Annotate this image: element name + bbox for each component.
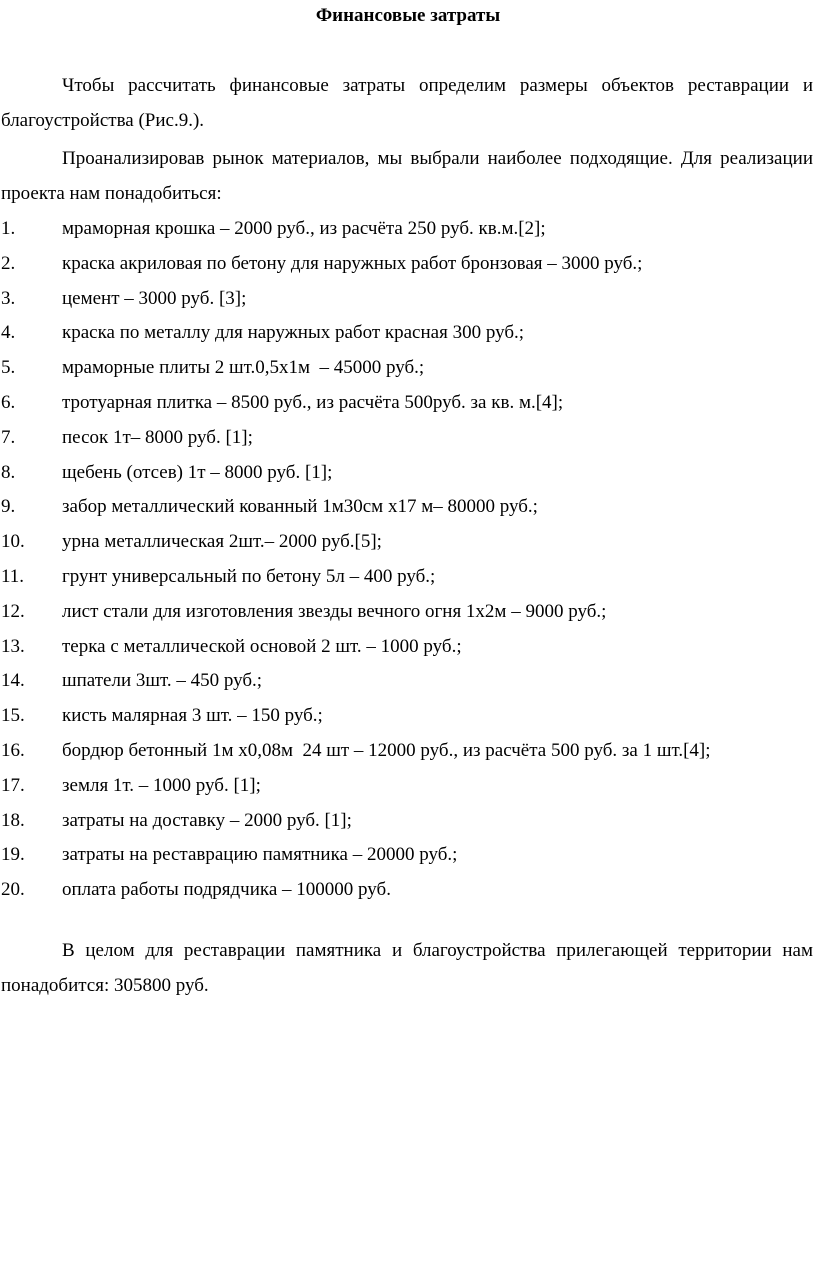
list-item-text: урна металлическая 2шт.– 2000 руб.[5]; [62, 531, 382, 553]
list-item [1, 385, 813, 420]
list-item-number: 1. [1, 218, 16, 239]
list-item-text: мраморная крошка – 2000 руб., из расчёта 250 руб. кв.м.[2]; [62, 218, 546, 239]
page-title: Финансовые затраты [315, 5, 501, 26]
list-item [1, 594, 813, 629]
list-item-text: шпатели 3шт. – 450 руб.; [62, 670, 263, 692]
list-item-text: грунт универсальный по бетону 5л – 400 руб.; [62, 565, 436, 587]
list-item-number: 15. [1, 705, 25, 727]
list-item-text: цемент – 3000 руб. [3]; [62, 287, 247, 309]
list-item [1, 246, 813, 281]
list-item-number: 16. [1, 739, 25, 761]
list-item [1, 350, 813, 385]
list-item [1, 872, 813, 907]
list-item-text: затраты на реставрацию памятника – 20000 руб.; [62, 844, 458, 866]
list-item [1, 733, 813, 768]
list-item [1, 281, 813, 316]
list-item-number: 13. [1, 635, 25, 657]
list-item [1, 663, 813, 698]
list-item-text: земля 1т. – 1000 руб. [1]; [62, 774, 261, 796]
list-item-text: терка с металлической основой 2 шт. – 1000 руб.; [62, 635, 462, 657]
list-item-number: 3. [1, 287, 16, 309]
list-item [1, 698, 813, 733]
list-item-text: кисть малярная 3 шт. – 150 руб.; [62, 705, 323, 727]
list-item-number: 10. [1, 531, 25, 553]
list-item-text: бордюр бетонный 1м х0,08м 24 шт – 12000 руб., из расчёта 500 руб. за 1 шт.[4]; [62, 739, 711, 761]
list-item-number: 5. [1, 357, 16, 379]
list-item [1, 524, 813, 559]
list-item-text: тротуарная плитка – 8500 руб., из расчёта 500руб. за кв. м.[4]; [62, 391, 564, 413]
list-item-number: 12. [1, 600, 25, 622]
materials-list [1, 211, 813, 907]
list-item-text: краска по металлу для наружных работ красная 300 руб.; [62, 322, 525, 344]
list-item-number: 2. [1, 252, 16, 274]
list-item-number: 6. [1, 391, 16, 413]
list-item [1, 837, 813, 872]
list-item-number: 20. [1, 879, 25, 901]
list-item [1, 803, 813, 838]
list-item-text: щебень (отсев) 1т – 8000 руб. [1]; [62, 461, 333, 483]
list-item-number: 18. [1, 809, 25, 831]
list-item-text: мраморные плиты 2 шт.0,5х1м – 45000 руб.; [62, 357, 425, 379]
list-item-number: 14. [1, 670, 25, 692]
list-item-number: 8. [1, 461, 16, 483]
list-item-number: 19. [1, 844, 25, 866]
list-item [1, 211, 813, 246]
list-item [1, 559, 813, 594]
list-item [1, 315, 813, 350]
analysis-paragraph: Проанализировав рынок материалов, мы выбрали наиболее подходящие. Для реализации проекта нам понадобиться: [1, 148, 813, 204]
list-item [1, 420, 813, 455]
list-item [1, 455, 813, 490]
list-item-number: 9. [1, 496, 16, 518]
list-item-text: затраты на доставку – 2000 руб. [1]; [62, 809, 352, 831]
list-item-text: лист стали для изготовления звезды вечного огня 1х2м – 9000 руб.; [62, 600, 607, 622]
list-item [1, 489, 813, 524]
list-item-text: краска акриловая по бетону для наружных работ бронзовая – 3000 руб.; [62, 252, 643, 274]
list-item-text: оплата работы подрядчика – 100000 руб. [62, 879, 391, 901]
list-item-text: песок 1т– 8000 руб. [1]; [62, 426, 253, 448]
list-item-number: 7. [1, 426, 16, 448]
list-item-number: 17. [1, 774, 25, 796]
list-item-number: 4. [1, 322, 16, 344]
list-item [1, 768, 813, 803]
list-item [1, 629, 813, 664]
intro-paragraph: Чтобы рассчитать финансовые затраты определим размеры объектов реставрации и благоустройства (Рис.9.). [1, 75, 813, 131]
list-item-number: 11. [1, 565, 25, 587]
list-item-text: забор металлический кованный 1м30см х17 м– 80000 руб.; [62, 496, 538, 518]
conclusion-paragraph: В целом для реставрации памятника и благоустройства прилегающей территории нам понадобится: 305800 руб. [1, 940, 813, 996]
